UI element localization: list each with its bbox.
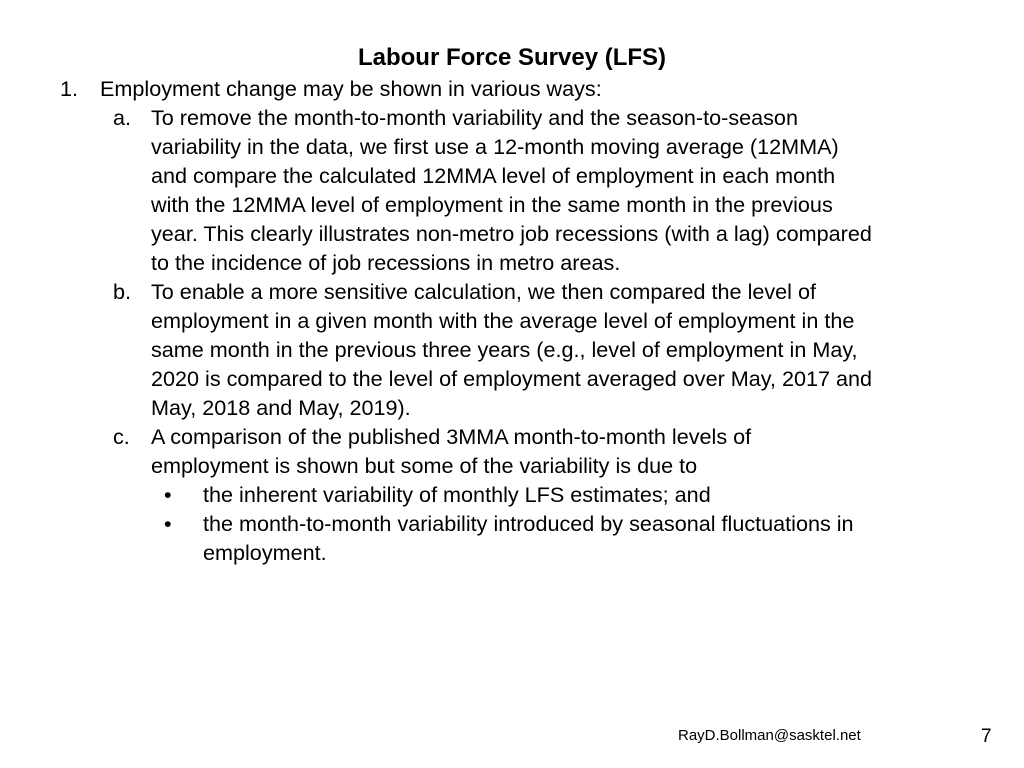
- bullet-item-text-line: the inherent variability of monthly LFS estimates; and: [203, 482, 711, 507]
- sub-item-marker: a.: [113, 105, 132, 130]
- sub-item-text-line: May, 2018 and May, 2019).: [151, 395, 411, 420]
- sub-item-text-line: employment is shown but some of the variability is due to: [151, 453, 698, 478]
- bullet-item-text-line: employment.: [203, 540, 327, 565]
- bullet-item-text-line: the month-to-month variability introduced by seasonal fluctuations in: [203, 511, 854, 536]
- sub-item-text-line: variability in the data, we first use a 12-month moving average (12MMA): [151, 134, 839, 159]
- sub-item-text-line: To remove the month-to-month variability and the season-to-season: [151, 105, 798, 130]
- bullet-item-marker: •: [164, 482, 172, 507]
- sub-item-text-line: To enable a more sensitive calculation, we then compared the level of: [151, 279, 816, 304]
- sub-item-text-line: 2020 is compared to the level of employment averaged over May, 2017 and: [151, 366, 873, 391]
- list-item-marker: 1.: [60, 76, 79, 101]
- sub-item-text-line: and compare the calculated 12MMA level of employment in each month: [151, 163, 836, 188]
- sub-item-text-line: with the 12MMA level of employment in the same month in the previous: [151, 192, 833, 217]
- sub-item-text-line: employment in a given month with the average level of employment in the: [151, 308, 855, 333]
- sub-item-marker: c.: [113, 424, 130, 449]
- sub-item-text-line: to the incidence of job recessions in metro areas.: [151, 250, 621, 275]
- slide-title: Labour Force Survey (LFS): [357, 44, 667, 71]
- sub-item-marker: b.: [113, 279, 132, 304]
- sub-item-text-line: A comparison of the published 3MMA month-to-month levels of: [151, 424, 752, 449]
- page-number: 7: [981, 726, 992, 747]
- bullet-item-marker: •: [164, 511, 172, 536]
- list-item-text-line: Employment change may be shown in various ways:: [100, 76, 602, 101]
- sub-item-text-line: year. This clearly illustrates non-metro job recessions (with a lag) compared: [151, 221, 872, 246]
- footer-email: RayD.Bollman@sasktel.net: [678, 727, 861, 744]
- sub-item-text-line: same month in the previous three years (e.g., level of employment in May,: [151, 337, 858, 362]
